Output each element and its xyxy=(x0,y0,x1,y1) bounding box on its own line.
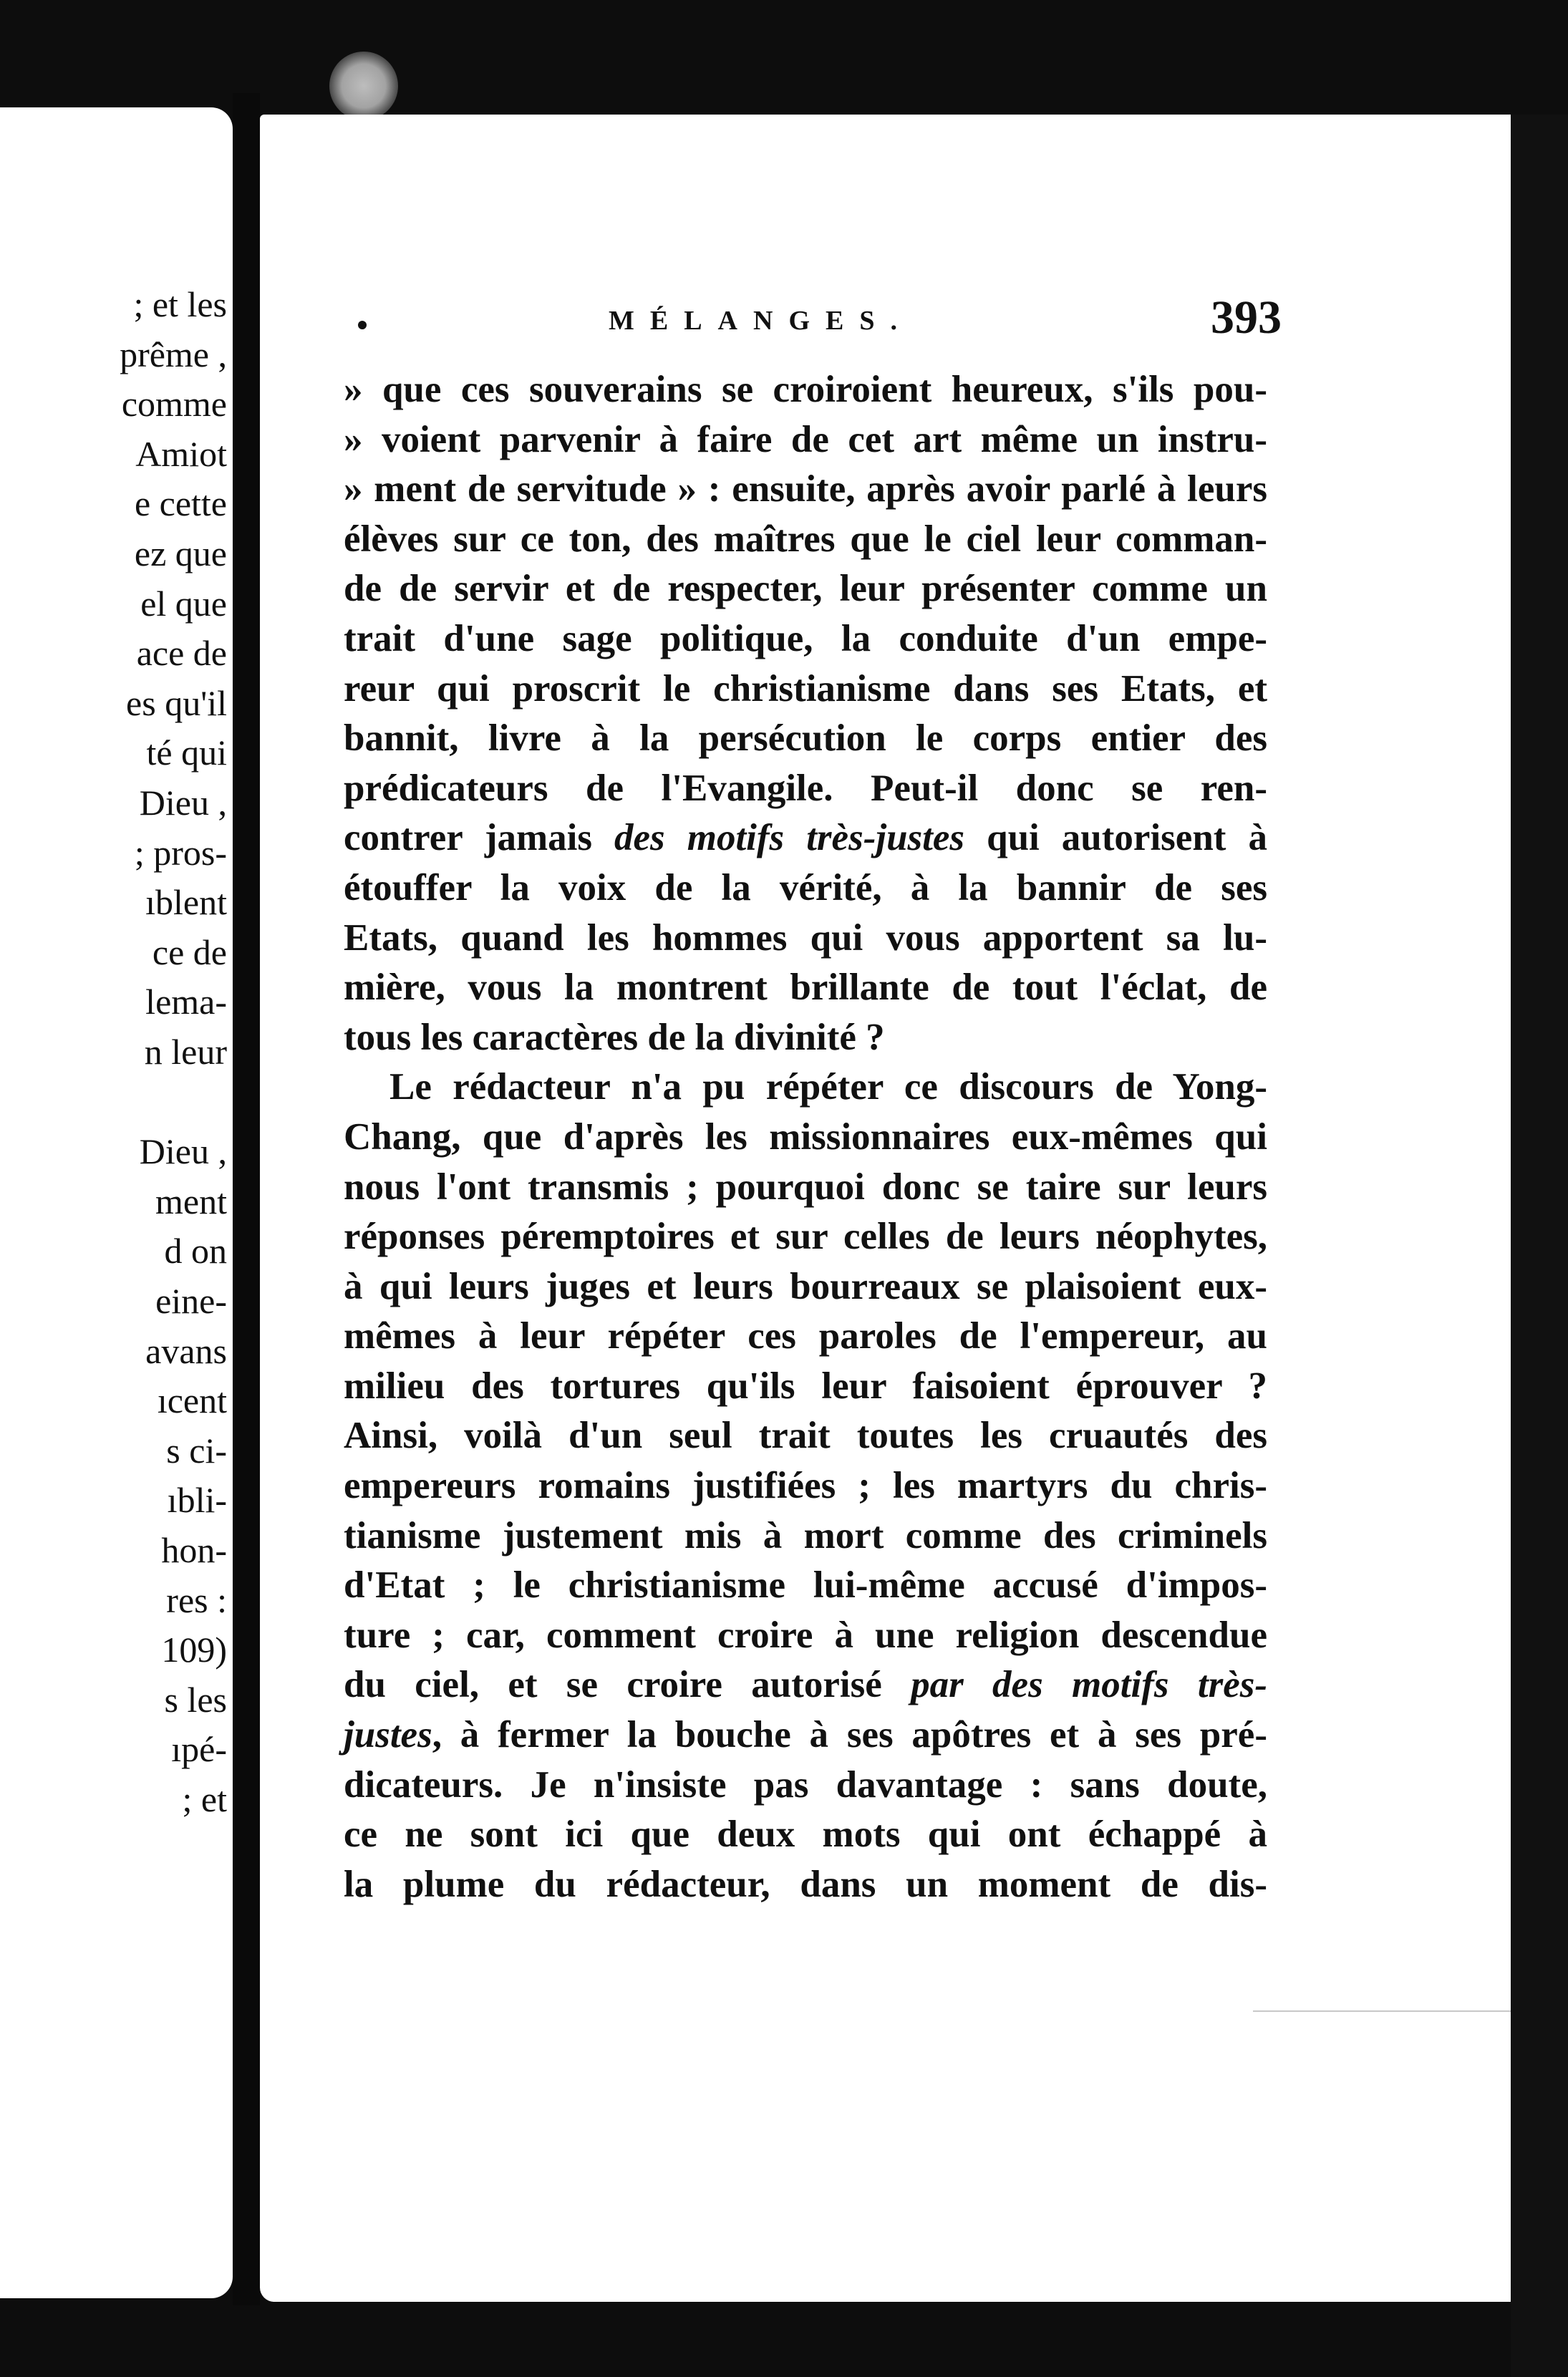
left-page-text-fragment: 109) xyxy=(161,1630,227,1670)
text-line: la plume du rédacteur, dans un moment de dis- xyxy=(344,1863,1267,1905)
text-line: reur qui proscrit le christianisme dans ses Etats, et xyxy=(344,667,1267,710)
ornament-dot xyxy=(358,321,367,329)
text-line: de de servir et de respecter, leur présenter comme un xyxy=(344,568,1267,610)
left-page-text-fragment: ıblent xyxy=(145,882,227,923)
left-page-text-fragment: s ci- xyxy=(166,1430,227,1471)
text-line: Chang, que d'après les missionnaires eux-mêmes qui xyxy=(344,1115,1267,1158)
italic-run: par des motifs très- xyxy=(911,1664,1268,1706)
text-line: ce ne sont ici que deux mots qui ont échappé à xyxy=(344,1814,1267,1856)
left-page-text-fragment: e cette xyxy=(134,483,227,524)
left-page-text-fragment: comme xyxy=(121,384,227,425)
left-page-text-fragment: eine- xyxy=(155,1281,227,1321)
italic-run: des motifs très-justes xyxy=(614,817,965,859)
book-spine xyxy=(233,93,260,2305)
text-line: tous les caractères de la divinité ? xyxy=(344,1016,885,1058)
text-line: réponses péremptoires et sur celles de leurs néophytes, xyxy=(344,1216,1267,1258)
text-line: étouffer la voix de la vérité, à la bannir de ses xyxy=(344,866,1267,909)
text-run: du ciel, et se croire autorisé xyxy=(344,1664,911,1706)
left-page-text-fragment: prême , xyxy=(120,334,227,374)
left-page-text-fragment: s les xyxy=(164,1679,227,1720)
body-text xyxy=(344,365,1267,1909)
text-run: qui autorisent à xyxy=(964,817,1267,859)
left-page-text-fragment: el que xyxy=(140,583,227,624)
text-line: » voient parvenir à faire de cet art même un instru- xyxy=(344,418,1267,460)
text-line xyxy=(344,1710,1267,1761)
left-page-text-fragment: ment xyxy=(155,1181,227,1221)
text-line: Ainsi, voilà d'un seul trait toutes les cruautés des xyxy=(344,1415,1267,1457)
text-line: milieu des tortures qu'ils leur faisoient éprouver ? xyxy=(344,1365,1267,1407)
text-line: bannit, livre à la persécution le corps entier des xyxy=(344,717,1267,760)
left-page-text-fragment: n leur xyxy=(144,1032,227,1072)
page-edge-shadow xyxy=(1511,115,1568,2377)
italic-run: justes xyxy=(344,1714,432,1756)
left-page-text-fragment: ace de xyxy=(136,633,227,674)
text-line: ture ; car, comment croire à une religion descendue xyxy=(344,1614,1267,1656)
left-page-text-fragment: Amiot xyxy=(135,433,227,474)
left-page-text-fragment: lema- xyxy=(145,982,227,1022)
text-line: Le rédacteur n'a pu répéter ce discours de Yong- xyxy=(389,1066,1267,1108)
running-title: MÉLANGES. xyxy=(609,306,913,336)
text-line: à qui leurs juges et leurs bourreaux se plaisoient eux- xyxy=(344,1265,1267,1307)
scan-artifact-line xyxy=(1253,2010,1511,2012)
text-line: tianisme justement mis à mort comme des criminels xyxy=(344,1514,1267,1557)
text-line: mêmes à leur répéter ces paroles de l'empereur, au xyxy=(344,1315,1267,1357)
text-line: nous l'ont transmis ; pourquoi donc se taire sur leurs xyxy=(344,1166,1267,1208)
text-line: d'Etat ; le christianisme lui-même accusé d'impos- xyxy=(344,1564,1267,1607)
left-page-text-fragment: avans xyxy=(145,1330,227,1371)
left-page-text-fragment: ce de xyxy=(152,931,227,972)
text-run: contrer jamais xyxy=(344,817,615,859)
left-page-text-fragment: ıbli- xyxy=(167,1480,227,1521)
left-page-text-fragment: hon- xyxy=(161,1530,227,1570)
text-line: trait d'une sage politique, la conduite d'un empe- xyxy=(344,617,1267,659)
left-page-text-fragment: Dieu , xyxy=(139,783,227,823)
text-line xyxy=(344,1660,1267,1710)
left-page-text-fragment: té qui xyxy=(146,732,227,773)
left-page-text-fragment: ; et les xyxy=(133,284,227,324)
text-line: prédicateurs de l'Evangile. Peut-il donc se ren- xyxy=(344,767,1267,809)
left-page-text-fragment: es qu'il xyxy=(126,682,227,723)
text-line: » ment de servitude » : ensuite, après avoir parlé à leurs xyxy=(344,468,1267,510)
left-page-text-fragment: ıcent xyxy=(157,1380,227,1421)
left-page-text-fragment: ez que xyxy=(134,533,227,573)
text-line: élèves sur ce ton, des maîtres que le ciel leur comman- xyxy=(344,518,1267,560)
text-line: mière, vous la montrent brillante de tout l'éclat, de xyxy=(344,967,1267,1009)
left-page-text-fragment: ıpé- xyxy=(171,1729,227,1770)
ink-smudge xyxy=(329,52,398,120)
left-page-text-fragment: Dieu , xyxy=(139,1131,227,1172)
text-line: empereurs romains justifiées ; les martyrs du chris- xyxy=(344,1465,1267,1507)
left-page-text-fragment: ; et xyxy=(182,1779,227,1819)
page-number: 393 xyxy=(1211,291,1282,344)
left-page-text-fragment: d on xyxy=(164,1231,227,1272)
left-page-text-fragment: ; pros- xyxy=(134,832,227,873)
text-line: Etats, quand les hommes qui vous apportent sa lu- xyxy=(344,916,1267,959)
left-page-text-fragment: res : xyxy=(166,1579,227,1620)
text-line: » que ces souverains se croiroient heureux, s'ils pou- xyxy=(344,369,1267,410)
text-line xyxy=(344,813,1267,863)
text-line: dicateurs. Je n'insiste pas davantage : sans doute, xyxy=(344,1763,1267,1806)
page-header xyxy=(344,291,1282,357)
text-run: , à fermer la bouche à ses apôtres et à ses pré- xyxy=(432,1714,1267,1756)
left-page-fragment xyxy=(0,107,233,2298)
